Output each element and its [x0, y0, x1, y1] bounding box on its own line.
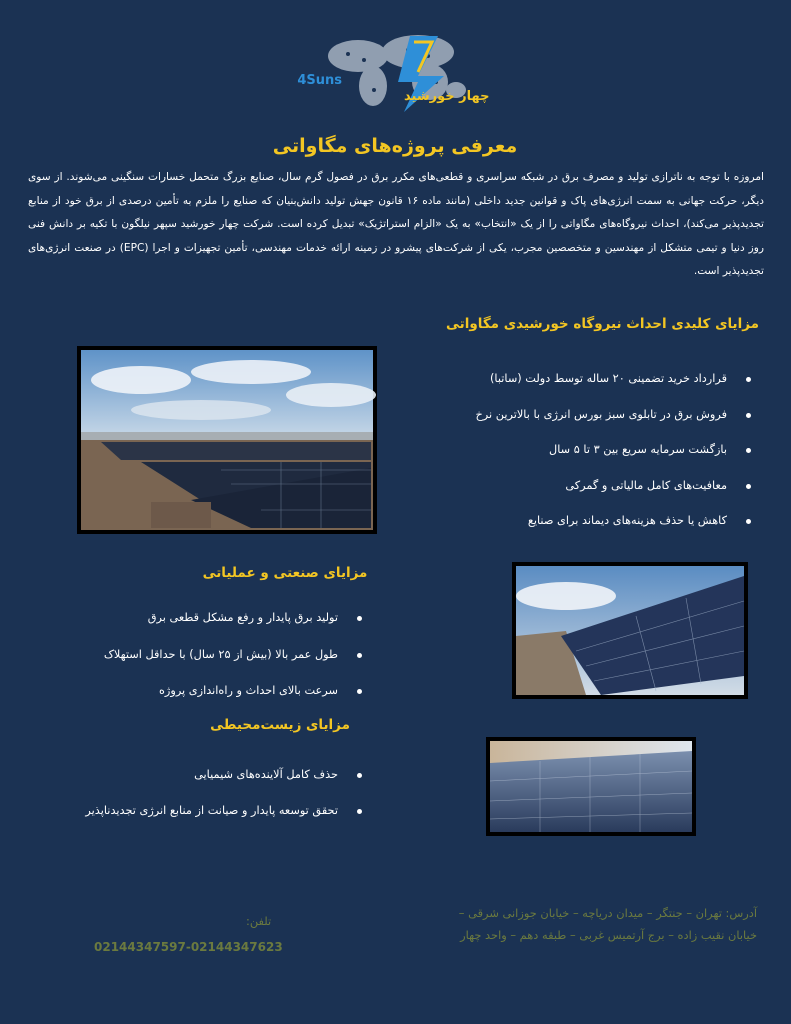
list-item: کاهش یا حذف هزینه‌های دیماند برای صنایع [475, 512, 753, 548]
company-logo [297, 24, 490, 116]
list-item: قرارداد خرید تضمینی ۲۰ ساله توسط دولت (ساتبا) [475, 370, 753, 406]
list-item: طول عمر بالا (بیش از ۲۵ سال) با حداقل استهلاک [104, 646, 364, 683]
logo-brand-fa: چهار خورشید [404, 89, 490, 104]
list-item: حذف کامل آلاینده‌های شیمیایی [85, 766, 364, 802]
list-item: معافیت‌های کامل مالیاتی و گمرکی [475, 477, 753, 513]
environmental-benefits-list [85, 766, 364, 837]
phone-number[interactable]: 02144347597-02144347623 [94, 940, 283, 954]
list-item: تولید برق پایدار و رفع مشکل قطعی برق [104, 609, 364, 646]
list-item: سرعت بالای احداث و راه‌اندازی پروژه [104, 682, 364, 719]
environmental-benefits-heading: مزایای زیست‌محیطی [210, 717, 350, 733]
intro-paragraph: امروزه با توجه به ناترازی تولید و مصرف برق در شبکه سراسری و قطعی‌های مکرر برق در فصول گرم سال، صنایع بزرگ متحمل خسارات سنگینی می‌شوند. از سوی دیگر، حرکت جهانی به سمت انرژی‌های پاک و قوانین جدید داخلی (مانند ماده ۱۶ قانون جهش تولید دانش‌بنیان که صنایع را ملزم به تأمین درصدی از برق خود از منابع تجدیدپذیر می‌کند)، احداث نیروگاه‌های مگاواتی را از یک «انتخاب» به یک «الزام استراتژیک» تبدیل کرده است. شرکت چهار خورشید سپهر نیلگون با تکیه بر دانش فنی روز دنیا و تیمی متشکل از مهندسین و متخصصین مجرب، یکی از شرکت‌های پیشرو در زمینه ارائه خدمات مهندسی، تأمین تجهیزات و اجرا (EPC) در صنعت انرژی‌های تجدیدپذیر است. [28, 171, 765, 277]
key-benefits-heading: مزایای کلیدی احداث نیروگاه خورشیدی مگاواتی [446, 316, 759, 332]
company-address: آدرس: تهران – جنتگر – میدان دریاچه – خیابان جوزانی شرقی – خیابان نقیب زاده – برج آرتمیس غربی – طبقه دهم – واحد چهار [458, 906, 757, 942]
logo-brand-en: 4Suns [297, 73, 342, 88]
solar-farm-photo [77, 346, 377, 534]
key-benefits-list [475, 370, 753, 548]
phone-label: تلفن: [246, 914, 272, 928]
list-item: تحقق توسعه پایدار و صیانت از منابع انرژی تجدیدناپذیر [85, 802, 364, 838]
solar-panel-surface-photo [486, 737, 696, 836]
page-title: معرفی پروژه‌های مگاواتی [272, 135, 518, 157]
list-item: بازگشت سرمایه سریع بین ۳ تا ۵ سال [475, 441, 753, 477]
solar-panel-row-photo [512, 562, 748, 699]
industrial-benefits-list [104, 609, 364, 719]
industrial-benefits-heading: مزایای صنعتی و عملیاتی [202, 565, 368, 581]
list-item: فروش برق در تابلوی سبز بورس انرژی با بالاترین نرخ [475, 406, 753, 442]
